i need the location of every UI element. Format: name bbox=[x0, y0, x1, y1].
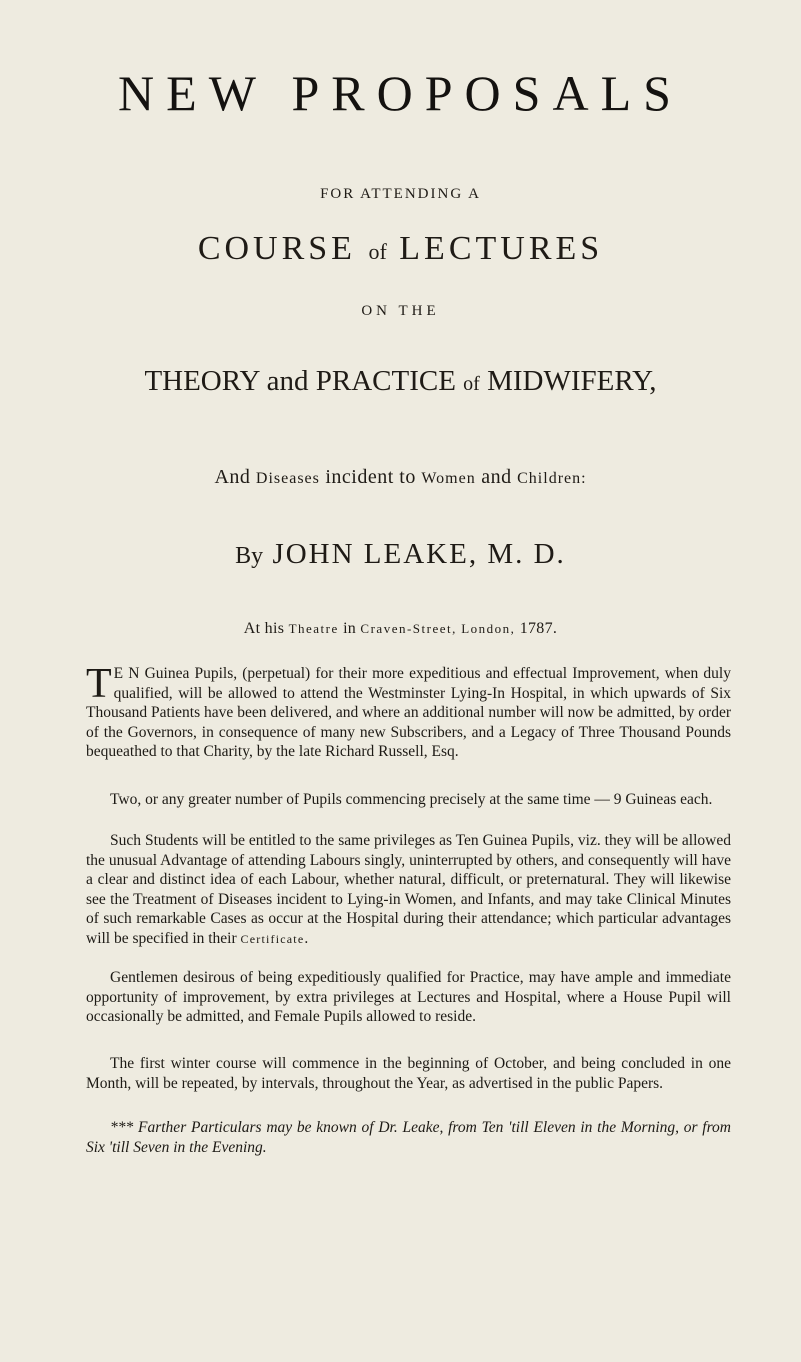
paragraph-6-text: *** Farther Particulars may be known of Dr. Leake, from Ten 'till Eleven in the Morning, or from Six 'till Seven in the Evening. bbox=[86, 1119, 731, 1156]
lectures-word: LECTURES bbox=[399, 230, 604, 267]
theory-of-word: of bbox=[463, 373, 480, 395]
by-word: By bbox=[235, 543, 264, 569]
certificate-word: Certificate bbox=[240, 931, 305, 946]
paragraph-such-students: Such Students will be entitled to the same privileges as Ten Guinea Pupils, viz. they will be allowed the unusual Advantage of attending Labours singly, uninterrupted by others, and consequently will have a clear and distinct idea of each Labour, whether natural, difficult, or preternatural. They will likewise see the Treatment of Diseases incident to Lying-in Women, and Infants, and may take Clinical Minutes of such remarkable Cases as occur at the Hospital during their attendance; which particular advantages will be specified in their Certificate. bbox=[86, 832, 731, 947]
diseases-line: And Diseases incident to Women and Children: bbox=[214, 466, 587, 488]
midwifery-word: MIDWIFERY, bbox=[487, 365, 657, 397]
author-line bbox=[0, 538, 801, 571]
paragraph-two-pupils bbox=[86, 790, 731, 810]
main-title: NEW PROPOSALS bbox=[118, 65, 683, 121]
course-of-lectures-heading bbox=[0, 230, 801, 268]
paragraph-1-text: E N Guinea Pupils, (perpetual) for their more expeditious and effectual Improvement, when duly qualified, will be allowed to attend the Westminster Lying-In Hospital, in which upwards of Six Thousand Patients have been delivered, and where an additional number will now be admitted, by order of the Governors, in consequence of many new Subscribers, and a Legacy of Three Thousand Pounds bequeathed to that Charity, by the late Richard Russell, Esq. bbox=[86, 665, 731, 760]
course-word: COURSE bbox=[197, 230, 356, 267]
paragraph-4-text: Gentlemen desirous of being expeditiously qualified for Practice, may have ample and immediate opportunity of improvement, by extra privileges at Lectures and Hospital, where a House Pupil will occasionally be admitted, and Female Pupils allowed to reside. bbox=[86, 969, 731, 1025]
paragraph-gentlemen bbox=[86, 968, 731, 1027]
on-the-line: ON THE bbox=[361, 303, 440, 319]
paragraph-ten-guinea-pupils bbox=[86, 661, 731, 762]
paragraph-winter-course bbox=[86, 1054, 731, 1093]
theory-practice-words: THEORY and PRACTICE bbox=[144, 365, 456, 397]
paragraph-5-text: The first winter course will commence in the beginning of October, and being concluded in one Month, will be repeated, by intervals, throughout the Year, as advertised in the public Papers. bbox=[86, 1055, 731, 1092]
paragraph-3-text: Such Students will be entitled to the same privileges as Ten Guinea Pupils, viz. they will be allowed the unusual Advantage of attending Labours singly, uninterrupted by others, and consequently will have a clear and distinct idea of each Labour, whether natural, difficult, or preternatural. They will likewise see the Treatment of Diseases incident to Lying-in Women, and Infants, and may take Clinical Minutes of such remarkable Cases as occur at the Hospital during their attendance; which particular advantages will be specified in their bbox=[86, 832, 731, 947]
paragraph-2-text: Two, or any greater number of Pupils commencing precisely at the same time — 9 Guineas each. bbox=[110, 791, 713, 808]
for-attending-line: FOR ATTENDING A bbox=[320, 186, 481, 202]
course-of-word: of bbox=[368, 239, 387, 264]
theory-practice-heading bbox=[0, 365, 801, 398]
paragraph-farther-particulars bbox=[86, 1118, 731, 1157]
theatre-address-line: At his Theatre in Craven-Street, London, 1787. bbox=[243, 620, 558, 637]
drop-cap: T bbox=[86, 661, 112, 707]
author-name: JOHN LEAKE, M. D. bbox=[272, 538, 566, 570]
